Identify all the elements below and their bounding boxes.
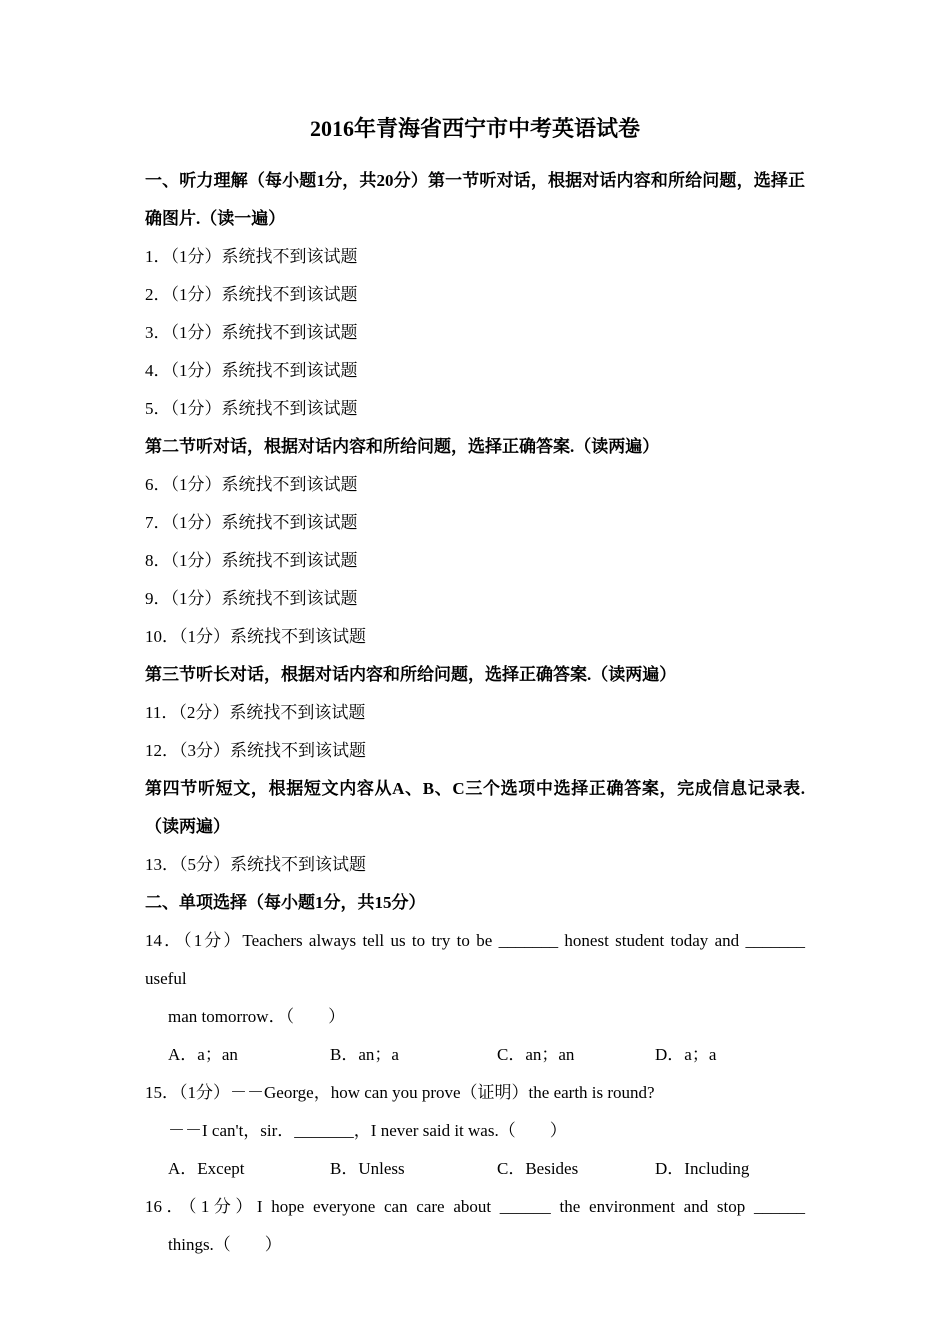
listening-item-7: 7．（1分）系统找不到该试题	[145, 513, 358, 532]
question-14-line-1: 14．（1分）Teachers always tell us to try to be _______ honest student today and _______ useful	[145, 931, 805, 988]
listening-item-4: 4．（1分）系统找不到该试题	[145, 361, 358, 380]
question-15-options	[145, 1150, 805, 1188]
listening-item-10: 10．（1分）系统找不到该试题	[145, 627, 366, 646]
question-14-option-a: A．a；an	[168, 1045, 238, 1064]
listening-part4-heading: 第四节听短文，根据短文内容从A、B、C三个选项中选择正确答案，完成信息记录表.（读两遍）	[145, 779, 805, 836]
listening-item-1: 1．（1分）系统找不到该试题	[145, 247, 358, 266]
question-15-option-a: A．Except	[168, 1159, 245, 1178]
listening-item-13: 13．（5分）系统找不到该试题	[145, 855, 366, 874]
question-14-option-c: C．an；an	[497, 1045, 575, 1064]
question-14-option-d: D．a；a	[655, 1045, 717, 1064]
exam-title: 2016年青海省西宁市中考英语试卷	[309, 116, 640, 141]
question-15-option-c: C．Besides	[497, 1159, 579, 1178]
listening-item-8: 8．（1分）系统找不到该试题	[145, 551, 358, 570]
question-14-option-b: B．an；a	[330, 1045, 399, 1064]
choice-section-heading: 二、单项选择（每小题1分，共15分）	[145, 893, 426, 912]
listening-item-6: 6．（1分）系统找不到该试题	[145, 475, 358, 494]
listening-item-11: 11．（2分）系统找不到该试题	[145, 703, 366, 722]
listening-item-2: 2．（1分）系统找不到该试题	[145, 285, 358, 304]
question-14-line-2: man tomorrow．（ ）	[168, 1007, 346, 1026]
listening-item-12: 12．（3分）系统找不到该试题	[145, 741, 366, 760]
question-16-line-1: 16．（1分）I hope everyone can care about ______ the environment and stop ______	[145, 1197, 805, 1216]
question-14-options	[145, 1036, 805, 1074]
listening-item-3: 3．（1分）系统找不到该试题	[145, 323, 358, 342]
listening-part2-heading: 第二节听对话，根据对话内容和所给问题，选择正确答案.（读两遍）	[145, 437, 660, 456]
question-16-line-2: things.（ ）	[168, 1235, 282, 1254]
question-15-option-b: B．Unless	[330, 1159, 405, 1178]
question-15-line-1: 15．（1分）－－George，how can you prove（证明）the earth is round?	[145, 1083, 655, 1102]
listening-item-9: 9．（1分）系统找不到该试题	[145, 589, 358, 608]
listening-item-5: 5．（1分）系统找不到该试题	[145, 399, 358, 418]
question-15-line-2: －－I can't，sir．_______，I never said it was.（ ）	[168, 1121, 567, 1140]
listening-part3-heading: 第三节听长对话，根据对话内容和所给问题，选择正确答案.（读两遍）	[145, 665, 677, 684]
listening-part1-heading: 一、听力理解（每小题1分，共20分）第一节听对话，根据对话内容和所给问题，选择正确图片.（读一遍）	[145, 171, 805, 228]
question-15-option-d: D．Including	[655, 1159, 750, 1178]
